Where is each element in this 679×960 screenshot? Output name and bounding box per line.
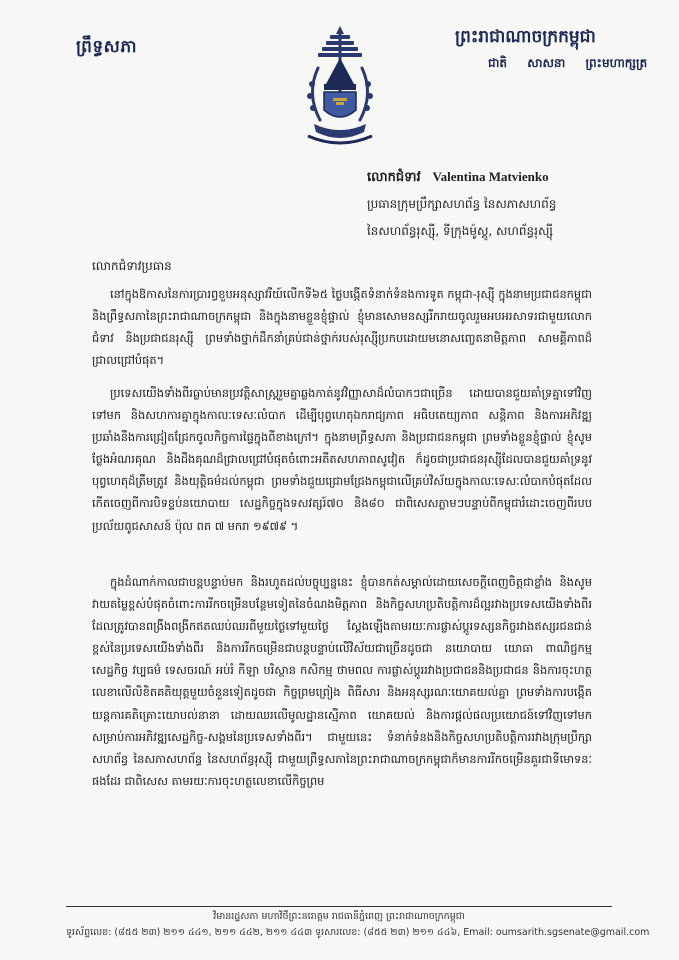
kingdom-title: ព្រះរាជាណាចក្រកម្ពុជា bbox=[455, 27, 596, 47]
paragraph-3: ក្នុងដំណាក់កាលជាបន្តបន្ទាប់មក និងរហូតដល់បច្ចុប្បន្ននេះ ខ្ញុំបានកត់សម្គាល់ដោយសេចក្តីពេញចិត្តជាខ្លាំង និងសូមវាយតម្លៃខ្ពស់បំផុតចំពោះការរីកចម្រើនបន្ថែមទៀតនៃចំណងមិត្តភាព និងកិច្ចសហប្រតិបត្តិការដ៏ល្អរវាងប្រទេសយើងទាំងពីរ ដែលត្រូវបានពង្រឹងពង្រីកឥតឈប់ឈរពីមួយថ្ងៃទៅមួយថ្ងៃ ស្តែងឡើងតាមរយៈការផ្លាស់ប្តូរទស្សនកិច្ចរវាងឥស្សរជនជាន់ខ្ពស់នៃប្រទេសយើងទាំងពីរ និងការរីកចម្រើនជាបន្តបន្ទាប់លើវិស័យជាច្រើនដូចជា នយោបាយ យោធា ពាណិជ្ជកម្ម សេដ្ឋកិច្ច វប្បធម៌ ទេសចរណ៍ អប់រំ កីឡា បរិស្ថាន កសិកម្ម ថាមពល ការផ្លាស់ប្តូររវាងប្រជាជននិងប្រជាជន និងការចុះហត្ថលេខាលើលិខិតគតិយុត្តមួយចំនួនទៀតដូចជា កិច្ចព្រមព្រៀង ពិធីសារ និងអនុស្សរណៈយោគយល់គ្នា ព្រមទាំងការបង្កើតយន្តការគតិគ្រោះយោបល់នានា ដោយឈរលើមូលដ្ឋានស្មើភាព យោគយល់ និងការផ្តល់ផលប្រយោជន៍ទៅវិញទៅមកសម្រាប់ការអភិវឌ្ឍសេដ្ឋកិច្ច-សង្គមនៃប្រទេសទាំងពីរ។ ជាមួយនេះ ទំនាក់ទំនងនិងកិច្ចសហប្រតិបត្តិការរវាងក្រុមប្រឹក្សាសហព័ន្ធ នៃសភាសហព័ន្ធ នៃសហព័ន្ធរុស្ស៊ី ជាមួយព្រឹទ្ធសភានៃព្រះរាជាណាចក្រកម្ពុជាក៏មានការរីកចម្រើនគួរជាទីមោទនៈផងដែរ ជាពិសេស តាមរយៈការចុះហត្ថលេខាលើកិច្ចព្រម bbox=[92, 575, 592, 788]
footer-contact: ទូរស័ព្ទលេខ: (៨៥៥ ២៣) ២១១ ៤៤១, ២១១ ៤៤២, ២១១ ៤៤៣ ទូរសារលេខ: (៨៥៥ ២៣) ២១១ ៤៤៦, Email: oumsarith.sgsenate@gmail.com bbox=[66, 927, 650, 938]
recipient-name: Valentina Matvienko bbox=[432, 169, 549, 184]
paragraph-2: ប្រទេសយើងទាំងពីរធ្លាប់មានប្រវត្តិសាស្ត្ររួមគ្នាឆ្លងកាត់នូវវិញ្ញាសាដ៏លំបាកៗជាច្រើន ដោយបានជួយគាំទ្រគ្នាទៅវិញទៅមក និងសហការគ្នាក្នុងកាលៈទេសៈលំបាក ដើម្បីបុព្វហេតុឯករាជ្យភាព អធិបតេយ្យភាព សន្តិភាព និងការអភិវឌ្ឍ ប្រឆាំងនឹងការជ្រៀតជ្រែកចូលកិច្ចការផ្ទៃក្នុងពីខាងក្រៅ។ ក្នុងនាមព្រឹទ្ធសភា និងប្រជាជនកម្ពុជា ព្រមទាំងខ្លួនខ្ញុំផ្ទាល់ ខ្ញុំសូមថ្លែងអំណរគុណ និងដឹងគុណដ៏ជ្រាលជ្រៅបំផុតចំពោះអតីតសហភាពសូវៀត ក៏ដូចជាប្រជាជនរុស្ស៊ីដែលបានជួយគាំទ្រនូវបុព្វហេតុដ៏ត្រឹមត្រូវ និងយុត្តិធម៌ដល់កម្ពុជា ព្រមទាំងជួយជ្រោមជ្រែងកម្ពុជាលើគ្រប់វិស័យក្នុងកាលៈទេសៈលំបាកបំផុតដែលកើតចេញពីការបិទខ្ទប់នយោបាយ សេដ្ឋកិច្ចក្នុងទសវត្សរ៍៧០ និង៨០ ជាពិសេសភ្លាមៗបន្ទាប់ពីកម្ពុជារំដោះចេញពីរបបប្រល័យពូជសាសន៍ ប៉ុល ពត ៧ មករា ១៩៧៩ ។ bbox=[92, 386, 592, 533]
royal-arms-emblem-icon bbox=[300, 24, 380, 152]
institution-label: ព្រឹទ្ធសភា bbox=[76, 37, 138, 57]
footer-divider bbox=[66, 906, 612, 907]
footer-address: វិមានរដ្ឋសភា មហាវិថីព្រះនរោត្តម រាជធានីភ្នំពេញ ព្រះរាជាណាចក្រកម្ពុជា bbox=[213, 911, 465, 922]
paragraph-1: នៅក្នុងឱកាសនៃការប្រារព្ធខួបអនុស្សាវរីយ៍លើកទី៦៥ ថ្ងៃបង្កើតទំនាក់ទំនងការទូត កម្ពុជា-រុស្ស៊ី ក្នុងនាមប្រជាជនកម្ពុជា និងព្រឹទ្ធសភានៃព្រះរាជាណាចក្រកម្ពុជា និងក្នុងនាមខ្លួនខ្ញុំផ្ទាល់ ខ្ញុំមានសោមនស្សរីករាយចូលរួមអបអរសាទរជាមួយលោកជំទាវ និងប្រជាជនរុស្ស៊ី ព្រមទាំងថ្នាក់ដឹកនាំគ្រប់ជាន់ថ្នាក់របស់រុស្ស៊ីប្រកបដោយមនោសញ្ចេតនាមិត្តភាព សាមគ្គីភាពដ៏ជ្រាលជ្រៅបំផុត។ bbox=[92, 287, 592, 368]
recipient-location: នៃសហព័ន្ធរុស្ស៊ី, ទីក្រុងម៉ូស្គូ, សហព័ន្ធរុស្ស៊ី bbox=[367, 224, 553, 238]
recipient-honorific: លោកជំទាវ bbox=[367, 169, 421, 184]
national-motto: ជាតិ សាសនា ព្រះមហាក្សត្រ bbox=[488, 56, 648, 70]
recipient-line-1 bbox=[367, 163, 556, 191]
salutation: លោកជំទាវប្រធាន bbox=[92, 259, 172, 273]
recipient-title: ប្រធានក្រុមប្រឹក្សាសហព័ន្ធ នៃសភាសហព័ន្ធ bbox=[367, 197, 557, 211]
recipient-block bbox=[367, 163, 556, 245]
